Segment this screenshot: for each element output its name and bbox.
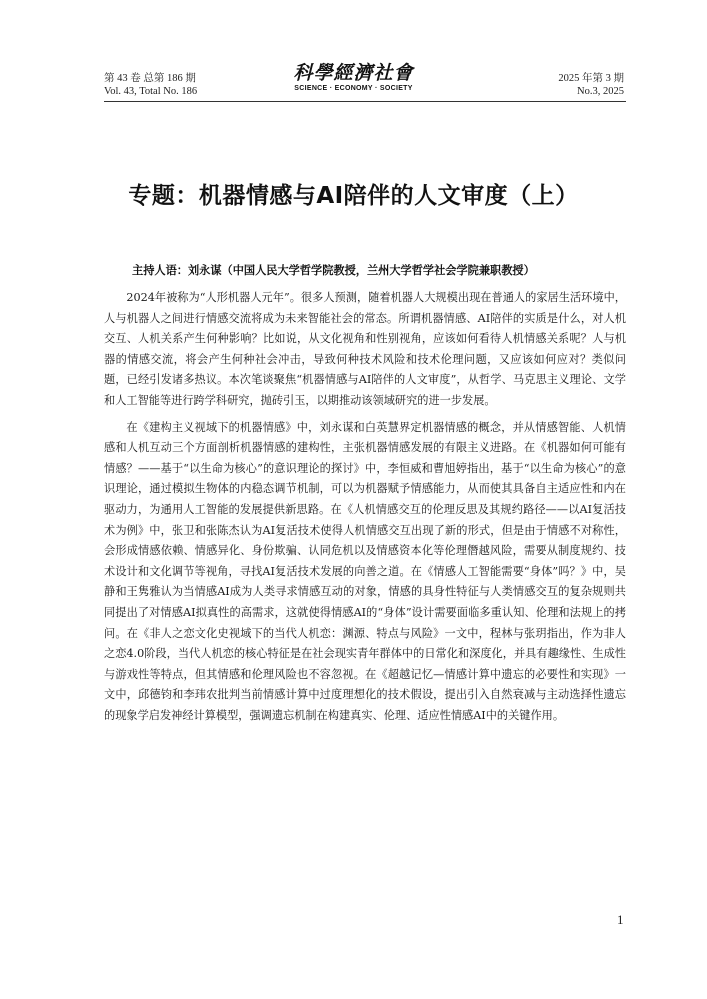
header-issue-en: No.3, 2025 [577,86,624,97]
header-divider [104,101,626,102]
page-number: 1 [617,912,624,927]
header-volume-en: Vol. 43, Total No. 186 [104,86,198,97]
paragraph-2: 在《建构主义视域下的机器情感》中，刘永谋和白英慧界定机器情感的概念，并从情感智能、人机情感和人机互动三个方面剖析机器情感的建构性，主张机器情感发展的有限主义进路。在《机器如何可能有情感？——基于“以生命为核心”的意识理论的探讨》中，李恒威和曹旭婷指出，基于“以生命为核心”的意识理论，通过模拟生物体的内稳态调节机制，可以为机器赋予情感能力，从而使其具备自主适应性和内在驱动力，为通用人工智能的发展提供新思路。在《人机情感交互的伦理反思及其规约路径——以AI复活技术为例》中，张卫和张陈杰认为AI复活技术使得人机情感交互出现了新的形式，但是由于情感不对称性，会形成情感依赖、情感异化、身份欺骗、认同危机以及情感资本化等伦理僭越风险，需要从制度规约、技术设计和文化调节等视角，寻找AI复活技术发展的向善之道。在《情感人工智能需要“身体”吗？》中，吴静和王隽雅认为当情感AI成为人类寻求情感互动的对象，情感的具身性特征与人类情感交互的复杂规则共同提出了对情感AI拟真性的高需求，这就使得情感AI的“身体”设计需要面临多重认知、伦理和法规上的拷问。在《非人之恋文化史视域下的当代人机恋：渊源、特点与风险》一文中，程林与张玥指出，作为非人之恋4.0阶段，当代人机恋的核心特征是在社会现实青年群体中的日常化和深度化，并具有趣缘性、生成性与游戏性等特点，但其情感和伦理风险也不容忽视。在《超越记忆—情感计算中遗忘的必要性和实现》一文中，邱德钧和李玮农批判当前情感计算中过度理想化的技术假设，提出引入自然衰减与主动选择性遗忘的现象学启发神经计算模型，强调遗忘机制在构建真实、伦理、适应性情感AI中的关键作用。 [104,420,626,722]
journal-logo-en: SCIENCE · ECONOMY · SOCIETY [294,85,413,92]
host-intro-heading: 主持人语：刘永谋（中国人民大学哲学院教授，兰州大学哲学社会学院兼职教授） [132,264,535,277]
paragraph-1: 2024年被称为“人形机器人元年”。很多人预测，随着机器人大规模出现在普通人的家居生活环境中，人与机器人之间进行情感交流将成为未来智能社会的常态。所谓机器情感、AI陪伴的实质是什么，对人机交互、人机关系产生何种影响？比如说，从文化视角和性别视角，应该如何看待人机情感关系呢？人与机器的情感交流，将会产生何种社会冲击，导致何种技术风险和技术伦理问题，又应该如何应对？类似问题，已经引发诸多热议。本次笔谈聚焦“机器情感与AI陪伴的人文审度”，从哲学、马克思主义理论、文学和人工智能等进行跨学科研究，抛砖引玉，以期推动该领域研究的进一步发展。 [104,291,626,407]
journal-logo-cn: 科學經濟社會 [293,62,414,84]
header-volume-cn: 第 43 卷 总第 186 期 [104,73,196,84]
article-body [104,288,626,726]
header-issue-cn: 2025 年第 3 期 [558,73,624,84]
page-title: 专题：机器情感与AI陪伴的人文审度（上） [128,183,579,209]
header-issue-info [558,72,624,98]
